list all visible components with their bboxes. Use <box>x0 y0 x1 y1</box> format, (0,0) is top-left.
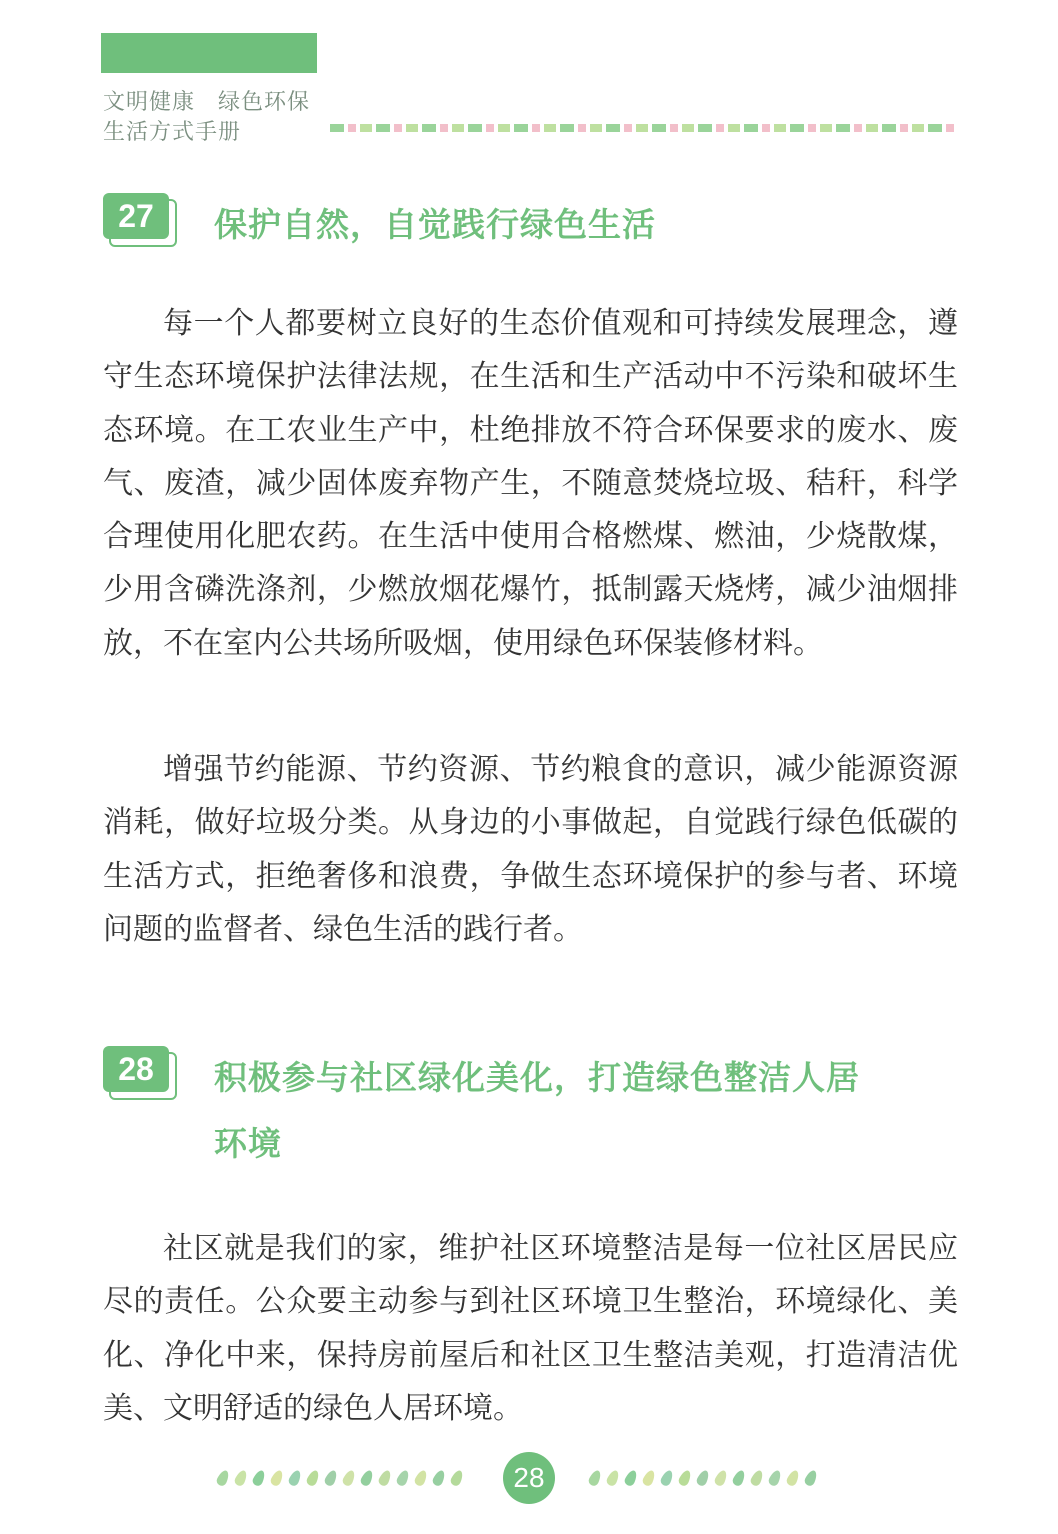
leaf-icon <box>641 1469 657 1488</box>
leaf-icon <box>449 1469 465 1488</box>
leaf-icon <box>431 1469 447 1488</box>
leaf-icon <box>413 1469 429 1488</box>
leaf-icon <box>803 1469 819 1488</box>
section-27-number-badge <box>103 193 169 239</box>
book-title-line-2: 生活方式手册 <box>103 120 242 145</box>
section-number: 27 <box>103 193 169 239</box>
leaf-icon <box>287 1469 303 1488</box>
leaf-icon <box>359 1469 375 1488</box>
leaf-icon <box>677 1469 693 1488</box>
section-28-number-badge <box>103 1046 169 1092</box>
leaf-icon <box>323 1469 339 1488</box>
section-28-paragraph-1: 社区就是我们的家，维护社区环境整洁是每一位社区居民应尽的责任。公众要主动参与到社区环境卫生整治，环境绿化、美化、净化中来，保持房前屋后和社区卫生整洁美观，打造清洁优美、文明舒适的绿色人居环境。 <box>103 1231 958 1426</box>
leaf-icon <box>749 1469 765 1488</box>
section-title-line: 环境 <box>214 1124 282 1163</box>
section-28-title <box>214 1045 860 1177</box>
book-title-line-1: 文明健康 绿色环保 <box>103 90 311 115</box>
leaf-icon <box>767 1469 783 1488</box>
leaf-icon <box>305 1469 321 1488</box>
section-title-line: 保护自然，自觉践行绿色生活 <box>214 205 656 244</box>
section-27-title <box>214 192 656 258</box>
section-27-paragraph-1: 每一个人都要树立良好的生态价值观和可持续发展理念，遵守生态环境保护法律法规，在生活和生产活动中不污染和破坏生态环境。在工农业生产中，杜绝排放不符合环保要求的废水、废气、废渣，减少固体废弃物产生，不随意焚烧垃圾、秸秆，科学合理使用化肥农药。在生活中使用合格燃煤、燃油，少烧散煤，少用含磷洗涤剂，少燃放烟花爆竹，抵制露天烧烤，减少油烟排放，不在室内公共场所吸烟，使用绿色环保装修材料。 <box>103 306 958 661</box>
book-title <box>103 88 310 148</box>
leaf-icon <box>395 1469 411 1488</box>
leaf-icon <box>695 1469 711 1488</box>
leaf-icon <box>377 1469 393 1488</box>
leaf-icon <box>587 1469 603 1488</box>
footer-leaves-left <box>218 1470 462 1488</box>
header-decorative-dashes <box>330 124 958 132</box>
leaf-icon <box>623 1469 639 1488</box>
leaf-icon <box>251 1469 267 1488</box>
header-color-bar <box>101 33 317 73</box>
page-number: 28 <box>503 1452 555 1504</box>
section-number: 28 <box>103 1046 169 1092</box>
section-27-paragraph-2: 增强节约能源、节约资源、节约粮食的意识，减少能源资源消耗，做好垃圾分类。从身边的小事做起，自觉践行绿色低碳的生活方式，拒绝奢侈和浪费，争做生态环境保护的参与者、环境问题的监督者、绿色生活的践行者。 <box>103 752 958 947</box>
leaf-icon <box>341 1469 357 1488</box>
footer-leaves-right <box>590 1470 816 1488</box>
leaf-icon <box>731 1469 747 1488</box>
section-title-line: 积极参与社区绿化美化，打造绿色整洁人居 <box>214 1058 860 1097</box>
leaf-icon <box>233 1469 249 1488</box>
leaf-icon <box>713 1469 729 1488</box>
leaf-icon <box>605 1469 621 1488</box>
leaf-icon <box>269 1469 285 1488</box>
leaf-icon <box>659 1469 675 1488</box>
leaf-icon <box>215 1469 231 1488</box>
leaf-icon <box>785 1469 801 1488</box>
